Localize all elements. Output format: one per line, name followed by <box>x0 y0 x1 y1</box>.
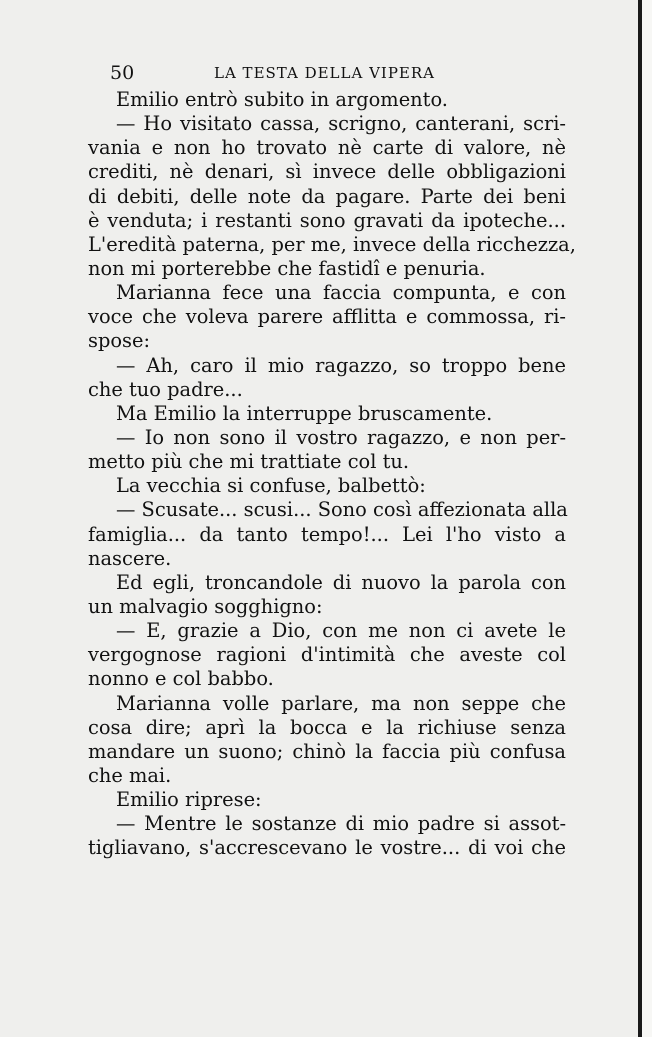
text-line: di debiti, delle note da pagare. Parte dei beni <box>88 184 566 208</box>
text-line: è venduta; i restanti sono gravati da ipoteche... <box>88 208 566 232</box>
text-line: Emilio riprese: <box>116 788 262 812</box>
text-line: spose: <box>88 329 150 353</box>
text-line: mandare un suono; chinò la faccia più confusa <box>88 739 566 763</box>
text-line: metto più che mi trattiate col tu. <box>88 450 410 474</box>
text-line: che tuo padre... <box>88 377 243 401</box>
text-line: — E, grazie a Dio, con me non ci avete le <box>116 619 566 643</box>
text-line: nonno e col babbo. <box>88 667 274 691</box>
text-line: — Ho visitato cassa, scrigno, canterani, scri- <box>116 112 566 136</box>
text-line: Ma Emilio la interruppe bruscamente. <box>116 401 493 425</box>
text-line: voce che voleva parere afflitta e commossa, ri- <box>88 305 566 329</box>
text-line: un malvagio sogghigno: <box>88 594 323 618</box>
text-line: Emilio entrò subito in argomento. <box>116 88 448 111</box>
page-number: 50 <box>110 62 135 84</box>
text-line: vania e non ho trovato nè carte di valore, nè <box>88 136 566 160</box>
text-line: — Ah, caro il mio ragazzo, so troppo bene <box>116 353 566 377</box>
text-line: La vecchia si confuse, balbettò: <box>116 474 426 498</box>
text-line: nascere. <box>88 546 172 570</box>
text-line: tigliavano, s'accrescevano le vostre... di voi che <box>88 836 566 860</box>
text-line: L'eredità paterna, per me, invece della ricchezza, <box>88 232 576 256</box>
text-line: crediti, nè denari, sì invece delle obbligazioni <box>88 160 566 184</box>
text-line: non mi porterebbe che fastidî e penuria. <box>88 256 486 280</box>
running-title: LA TESTA DELLA VIPERA <box>214 64 436 82</box>
text-line: — Scusate... scusi... Sono così affezionata alla <box>116 498 568 522</box>
text-line: — Mentre le sostanze di mio padre si assot- <box>116 812 566 836</box>
text-line: che mai. <box>88 763 172 787</box>
text-line: — Io non sono il vostro ragazzo, e non per- <box>116 425 566 449</box>
text-line: Marianna fece una faccia compunta, e con <box>116 281 566 305</box>
page-edge-highlight <box>642 0 652 1037</box>
text-line: cosa dire; aprì la bocca e la richiuse senza <box>88 715 566 739</box>
text-line: famiglia... da tanto tempo!... Lei l'ho visto a <box>88 522 566 546</box>
page-header <box>110 62 570 88</box>
text-line: vergognose ragioni d'intimità che aveste col <box>88 643 566 667</box>
body-text <box>88 88 576 861</box>
text-line: Ed egli, troncandole di nuovo la parola con <box>116 570 566 594</box>
text-line: Marianna volle parlare, ma non seppe che <box>116 691 566 715</box>
page-binding-edge <box>638 0 642 1037</box>
